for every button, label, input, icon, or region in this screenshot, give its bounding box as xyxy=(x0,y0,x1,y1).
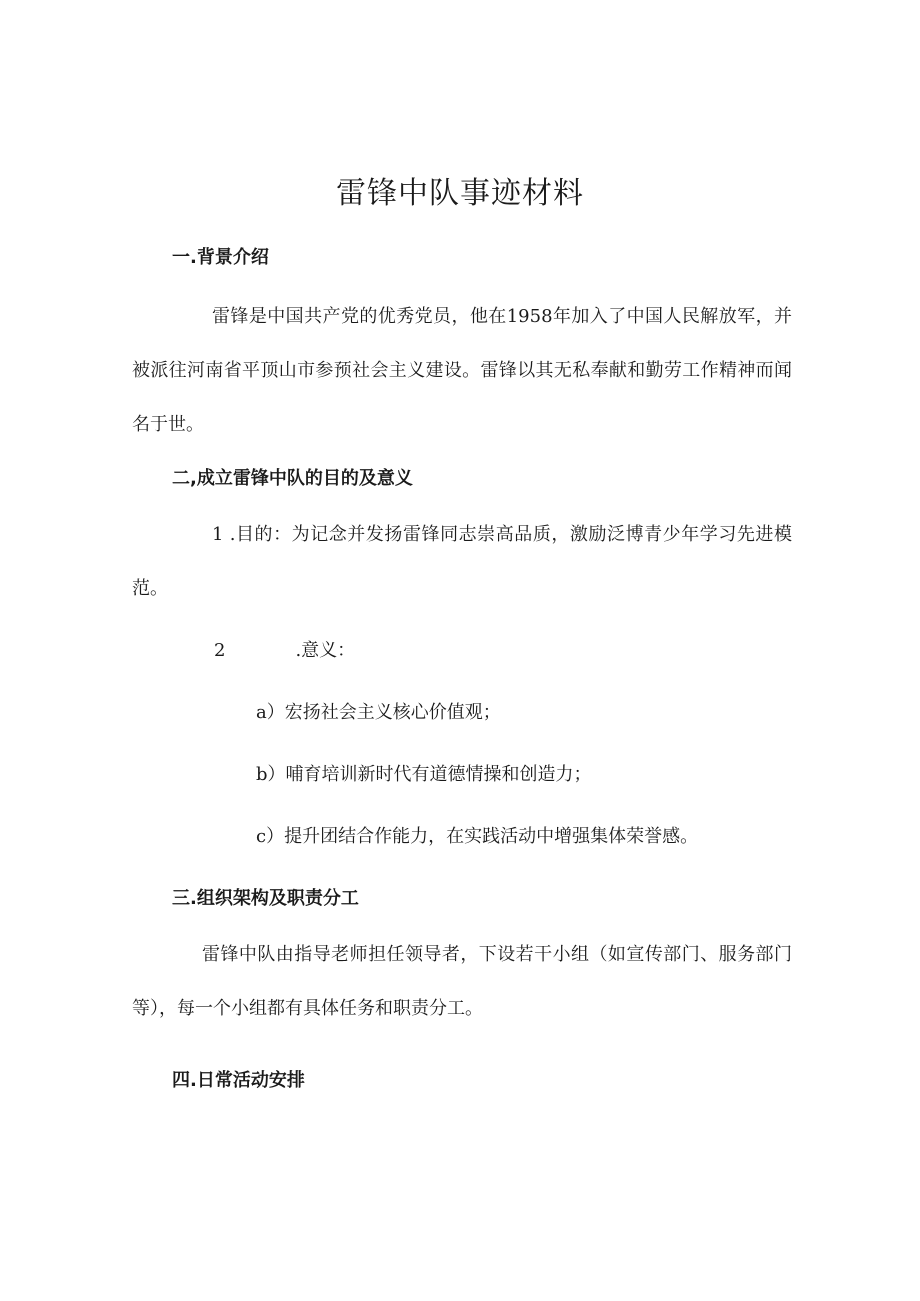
significance-item-b: b）哺育培训新时代有道德情操和创造力； xyxy=(256,764,592,785)
section-heading-organization: 三.组织架构及职责分工 xyxy=(172,888,359,909)
document-title: 雷锋中队事迹材料 xyxy=(336,176,584,211)
section-heading-activities: 四.日常活动安排 xyxy=(172,1070,305,1091)
background-paragraph: 雷锋是中国共产党的优秀党员，他在1958年加入了中国人民解放军，并被派往河南省平顶山市参预社会主义建设。雷锋以其无私奉献和勤劳工作精神而闻名于世。 xyxy=(132,306,792,435)
significance-number: 2 xyxy=(214,640,226,661)
significance-item-a: a）宏扬社会主义核心价值观； xyxy=(256,702,501,723)
significance-line xyxy=(214,636,355,662)
purpose-paragraph: 1 .目的：为记念并发扬雷锋同志崇高品质，激励泛博青少年学习先进模范。 xyxy=(132,524,792,599)
section-heading-purpose: 二,成立雷锋中队的目的及意义 xyxy=(172,468,413,489)
significance-label: .意义： xyxy=(295,640,356,661)
section-heading-background: 一.背景介绍 xyxy=(172,247,269,268)
significance-item-c: c）提升团结合作能力，在实践活动中增强集体荣誉感。 xyxy=(256,826,699,847)
organization-paragraph: 雷锋中队由指导老师担任领导者，下设若干小组（如宣传部门、服务部门等），每一个小组都有具体任务和职责分工。 xyxy=(132,944,792,1019)
